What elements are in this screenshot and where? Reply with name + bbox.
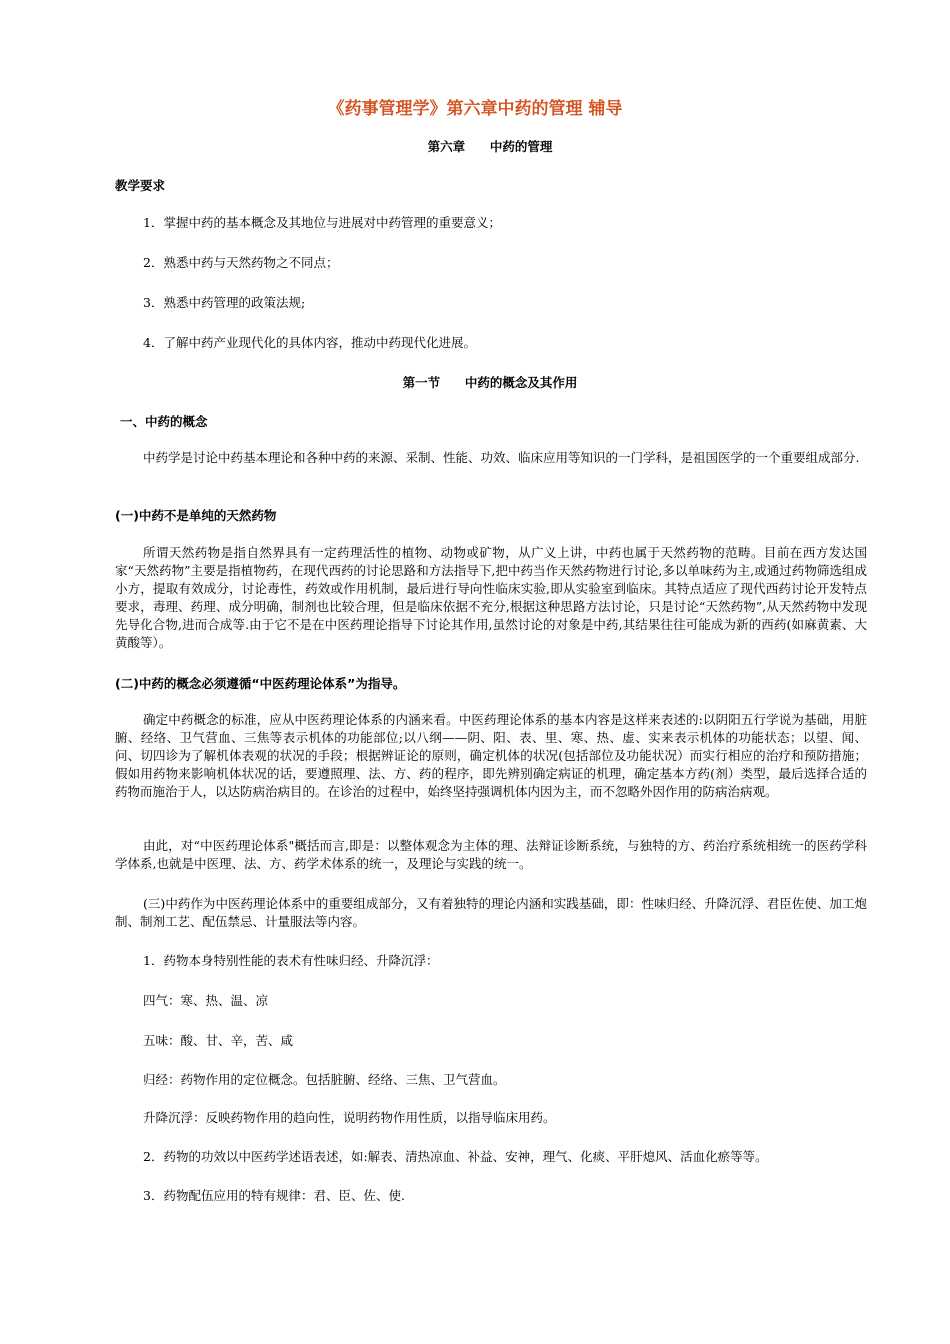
- paragraph-components: (三)中药作为中医药理论体系中的重要组成部分，又有着独特的理论内涵和实践基础，即：性味归经、升降沉浮、君臣佐使、加工炮制、制剂工艺、配伍禁忌、计量服法等内容。: [115, 896, 867, 929]
- list-item: 升降沉浮：反映药物作用的趋向性，说明药物作用性质，以指导临床用药。: [143, 1110, 556, 1125]
- document-title: 《药事管理学》第六章中药的管理 辅导: [327, 99, 623, 119]
- list-item: 五味：酸、甘、辛，苦、咸: [143, 1033, 294, 1048]
- requirement-item: 2．熟悉中药与天然药物之不同点；: [143, 255, 339, 270]
- list-item: 归经：药物作用的定位概念。包括脏腑、经络、三焦、卫气营血。: [143, 1072, 506, 1087]
- heading-natural-drugs: (一)中药不是单纯的天然药物: [115, 508, 277, 523]
- paragraph-tcm-theory: 确定中药概念的标准，应从中医药理论体系的内涵来看。中医药理论体系的基本内容是这样来表述的:以阴阳五行学说为基础，用脏腑、经络、卫气营血、三焦等表示机体的功能部位;以八纲——阴、阳、表、里、寒、热、虚、实来表示机体的功能状态；以望、闻、问、切四诊为了解机体表观的状况的手段；根据辨证论的原则，确定机体的状况(包括部位及功能状况）而实行相应的治疗和预防措施；假如用药物来影响机体状况的话，要遵照理、法、方、药的程序，即先辨别确定病证的机理，确定基本方药(剂）类型，最后选择合适的药物而施治于人，以达防病治病目的。在诊治的过程中，始终坚持强调机体内因为主，而不忽略外因作用的防病治病观。: [115, 712, 867, 799]
- paragraph-summary: 由此，对“中医药理论体系"概括而言,即是：以整体观念为主体的理、法辩证诊断系统，与独特的方、药治疗系统相统一的医药学科学体系,也就是中医理、法、方、药学术体系的统一，及理论与实践的统一。: [115, 838, 867, 871]
- list-item: 2．药物的功效以中医药学述语表述，如:解表、清热凉血、补益、安神，理气、化痰、平肝熄风、活血化瘀等等。: [143, 1149, 768, 1164]
- list-item: 3．药物配伍应用的特有规律：君、臣、佐、使.: [143, 1188, 405, 1203]
- subsection-heading: 一、中药的概念: [120, 414, 208, 429]
- chapter-heading: 第六章 中药的管理: [427, 139, 553, 154]
- paragraph-natural-drugs: 所谓天然药物是指自然界具有一定药理活性的植物、动物或矿物，从广义上讲，中药也属于天然药物的范畴。目前在西方发达国家“天然药物”主要是指植物药，在现代西药的讨论思路和方法指导下,把中药当作天然药物进行讨论,多以单味药为主,或通过药物筛选组成小方，提取有效成分，讨论毒性，药效或作用机制，最后进行导向性临床实验,即从实验室到临床。其特点适应了现代西药讨论开发特点要求，毒理、药理、成分明确，制剂也比较合理，但是临床依据不充分,根据这种思路方法讨论，只是讨论“天然药物”,从天然药物中发现先导化合物,进而合成等.由于它不是在中医药理论指导下讨论其作用,虽然讨论的对象是中药,其结果往往可能成为新的西药(如麻黄素、大黄酸等）。: [115, 545, 867, 650]
- section-heading: 第一节 中药的概念及其作用: [402, 375, 578, 390]
- heading-tcm-theory: (二)中药的概念必须遵循“中医药理论体系”为指导。: [115, 676, 406, 691]
- list-item: 四气：寒、热、温、凉: [143, 993, 269, 1008]
- requirement-item: 4．了解中药产业现代化的具体内容，推动中药现代化进展。: [143, 335, 476, 350]
- requirement-item: 3．熟悉中药管理的政策法规;: [143, 295, 306, 310]
- requirement-item: 1．掌握中药的基本概念及其地位与进展对中药管理的重要意义；: [143, 215, 501, 230]
- paragraph-definition: 中药学是讨论中药基本理论和各种中药的来源、采制、性能、功效、临床应用等知识的一门学科，是祖国医学的一个重要组成部分.: [143, 450, 860, 465]
- list-item: 1．药物本身特别性能的表术有性味归经、升降沉浮：: [143, 953, 439, 968]
- requirements-heading: 教学要求: [115, 178, 166, 193]
